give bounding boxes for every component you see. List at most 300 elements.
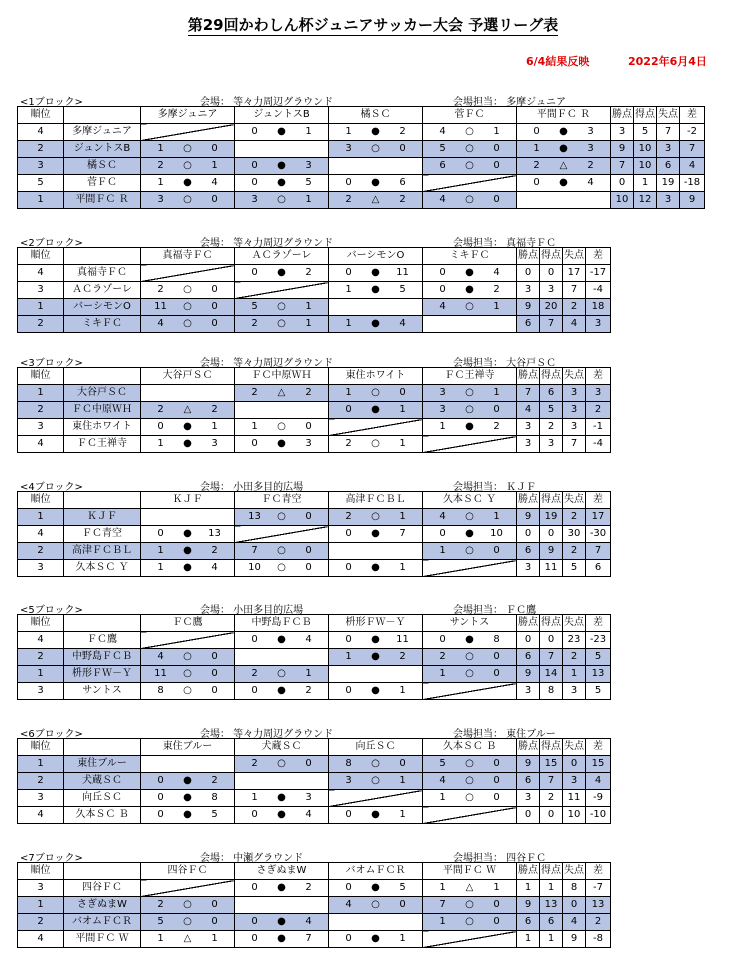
score-against: 1 (493, 301, 500, 312)
goals-against-cell: 4 (563, 914, 586, 931)
result-mark: ○ (183, 194, 192, 205)
score-for: 4 (439, 301, 446, 312)
title-text: 第29回かわしん杯ジュニアサッカー大会 予選リーグ表 (187, 16, 559, 34)
score-for: 0 (345, 404, 352, 415)
score-for: 0 (157, 775, 164, 786)
self-match-cell (235, 141, 329, 158)
venue-info: 会場： 等々力周辺グラウンド (200, 97, 334, 108)
score-against: 1 (305, 301, 312, 312)
wins-header: 勝点 (517, 863, 540, 880)
score-for: 4 (439, 194, 446, 205)
goals-against-cell: 7 (563, 282, 586, 299)
result (329, 683, 422, 699)
score-for: 5 (251, 301, 258, 312)
score-for: 0 (157, 809, 164, 820)
score-against: 0 (211, 916, 218, 927)
score-for: 2 (251, 668, 258, 679)
diff-cell: -30 (586, 526, 611, 543)
block-header (17, 233, 611, 247)
score-for: 0 (439, 528, 446, 539)
result-cell (235, 880, 329, 897)
team-name: ＡＣラゾーレ (64, 282, 141, 299)
wins-cell: 1 (517, 931, 540, 948)
result (423, 756, 516, 772)
goals-against-header: 失点 (563, 368, 586, 385)
result-mark: ● (277, 916, 286, 927)
result (141, 158, 234, 174)
result-mark: ○ (465, 143, 474, 154)
result (329, 192, 422, 208)
table-row (18, 385, 611, 402)
score-against: 1 (399, 809, 406, 820)
result-cell (235, 666, 329, 683)
score-for: 0 (345, 809, 352, 820)
result (517, 158, 610, 174)
wins-cell: 3 (611, 124, 634, 141)
result (329, 931, 422, 947)
result (329, 880, 422, 896)
score-for: 1 (533, 143, 540, 154)
team-header (64, 615, 141, 632)
self-match-cell (141, 509, 235, 526)
score-against: 7 (399, 528, 406, 539)
result (235, 756, 328, 772)
score-against: 4 (493, 267, 500, 278)
score-against: 0 (493, 404, 500, 415)
score-against: 5 (399, 284, 406, 295)
result-mark: ● (371, 126, 380, 137)
rank-cell: 4 (18, 526, 64, 543)
result (329, 175, 422, 191)
score-against: 2 (493, 421, 500, 432)
table-row (18, 880, 611, 897)
wins-cell: 0 (517, 265, 540, 282)
goals-for-cell: 10 (634, 158, 657, 175)
result-mark: △ (465, 882, 474, 893)
goals-for-cell: 0 (540, 526, 563, 543)
opponent-header: 東住ブルー (141, 739, 235, 756)
score-for: 5 (439, 758, 446, 769)
result-mark: ○ (183, 160, 192, 171)
result-mark: ● (371, 318, 380, 329)
result-cell (141, 192, 235, 209)
score-for: 2 (157, 160, 164, 171)
score-against: 0 (211, 318, 218, 329)
wins-cell: 7 (517, 385, 540, 402)
result-mark: ● (371, 562, 380, 573)
block-name: <5ブロック> (20, 605, 83, 616)
team-name: 真福寺ＦＣ (64, 265, 141, 282)
score-against: 1 (305, 194, 312, 205)
table-row (18, 265, 611, 282)
score-against: 5 (399, 882, 406, 893)
score-for: 0 (345, 882, 352, 893)
score-against: 4 (211, 562, 218, 573)
result (329, 402, 422, 418)
result-mark: ● (559, 143, 568, 154)
table-row (18, 666, 611, 683)
goals-for-header: 得点 (634, 107, 657, 124)
result-cell (517, 141, 611, 158)
result-cell (141, 897, 235, 914)
result-cell (141, 560, 235, 577)
score-against: 8 (493, 634, 500, 645)
result (141, 666, 234, 682)
opponent-header: 久本ＳＣ Ｙ (423, 492, 517, 509)
goals-against-cell: 11 (563, 790, 586, 807)
result-cell (141, 419, 235, 436)
result (141, 419, 234, 435)
score-for: 1 (439, 421, 446, 432)
result-mark: ● (183, 562, 192, 573)
wins-cell: 3 (517, 683, 540, 700)
result-cell (141, 807, 235, 824)
team-name: 犬蔵ＳＣ (64, 773, 141, 790)
result (329, 807, 422, 823)
goals-against-cell: 4 (563, 316, 586, 333)
goals-for-cell: 9 (540, 543, 563, 560)
score-against: 1 (211, 421, 218, 432)
rank-cell: 2 (18, 773, 64, 790)
result-cell (235, 560, 329, 577)
score-for: 0 (251, 438, 258, 449)
host-info: 会場担当： ＫＪＦ (453, 482, 537, 493)
result (423, 282, 516, 298)
diff-cell: -17 (586, 265, 611, 282)
result-cell (141, 543, 235, 560)
goals-against-header: 失点 (563, 248, 586, 265)
goals-against-cell: 19 (657, 175, 680, 192)
score-against: 0 (493, 792, 500, 803)
page-title (0, 14, 746, 35)
result (141, 807, 234, 823)
goals-for-cell: 0 (540, 265, 563, 282)
score-for: 0 (439, 284, 446, 295)
diff-header: 差 (586, 615, 611, 632)
goals-for-cell: 2 (540, 790, 563, 807)
result-cell (329, 385, 423, 402)
rank-cell: 4 (18, 931, 64, 948)
result-cell (329, 192, 423, 209)
result-cell (423, 192, 517, 209)
result-cell (235, 543, 329, 560)
result-mark: ● (277, 685, 286, 696)
table-row (18, 543, 611, 560)
rank-cell: 3 (18, 560, 64, 577)
table-row (18, 632, 611, 649)
score-for: 1 (157, 562, 164, 573)
host-info: 会場担当： 東住ブルー (453, 729, 556, 740)
result-mark: ○ (183, 301, 192, 312)
diff-cell: -9 (586, 790, 611, 807)
wins-cell: 9 (517, 897, 540, 914)
score-for: 4 (345, 899, 352, 910)
score-for: 1 (251, 421, 258, 432)
team-name: 向丘ＳＣ (64, 790, 141, 807)
rank-cell: 3 (18, 790, 64, 807)
score-for: 1 (439, 668, 446, 679)
result-cell (423, 543, 517, 560)
score-for: 1 (157, 438, 164, 449)
rank-header: 順位 (18, 863, 64, 880)
table-row (18, 419, 611, 436)
result-cell (235, 316, 329, 333)
goals-for-cell: 7 (540, 316, 563, 333)
self-match-cell (329, 299, 423, 316)
score-against: 1 (399, 404, 406, 415)
goals-for-cell: 13 (540, 897, 563, 914)
rank-header: 順位 (18, 107, 64, 124)
team-name: ＦＣ王禅寺 (64, 436, 141, 453)
self-match-cell (235, 897, 329, 914)
result-cell (517, 158, 611, 175)
team-name: さぎぬまW (64, 897, 141, 914)
result-cell (423, 649, 517, 666)
score-against: 6 (399, 177, 406, 188)
goals-for-cell: 12 (634, 192, 657, 209)
league-table (17, 738, 611, 824)
score-against: 8 (211, 792, 218, 803)
score-against: 13 (208, 528, 221, 539)
team-name: 久本ＳＣ Ｙ (64, 560, 141, 577)
result (329, 632, 422, 648)
result (329, 773, 422, 789)
score-for: 0 (251, 933, 258, 944)
score-against: 2 (399, 194, 406, 205)
result-cell (329, 649, 423, 666)
result-mark: ○ (183, 916, 192, 927)
wins-cell: 3 (517, 790, 540, 807)
self-match-cell (423, 316, 517, 333)
wins-cell: 4 (517, 402, 540, 419)
table-row (18, 773, 611, 790)
result (235, 509, 328, 525)
score-against: 11 (396, 267, 409, 278)
score-against: 0 (493, 899, 500, 910)
result (141, 436, 234, 452)
result-mark: ○ (277, 318, 286, 329)
goals-for-cell: 14 (540, 666, 563, 683)
score-against: 0 (211, 301, 218, 312)
score-for: 3 (439, 404, 446, 415)
score-for: 0 (157, 528, 164, 539)
opponent-header: 多摩ジュニア (141, 107, 235, 124)
score-against: 1 (399, 933, 406, 944)
result-mark: ● (465, 284, 474, 295)
goals-for-cell: 6 (540, 385, 563, 402)
rank-cell: 4 (18, 632, 64, 649)
result (235, 807, 328, 823)
wins-header: 勝点 (517, 248, 540, 265)
score-against: 1 (305, 668, 312, 679)
score-for: 3 (439, 387, 446, 398)
result (235, 299, 328, 315)
result-mark: ○ (277, 421, 286, 432)
result-cell (329, 807, 423, 824)
score-for: 3 (251, 194, 258, 205)
result-cell (235, 192, 329, 209)
goals-against-cell: 17 (563, 265, 586, 282)
score-against: 0 (399, 899, 406, 910)
header-row (18, 248, 611, 265)
goals-against-header: 失点 (563, 615, 586, 632)
goals-for-cell: 1 (634, 175, 657, 192)
result-mark: ● (559, 177, 568, 188)
result (423, 158, 516, 174)
goals-against-cell: 2 (563, 299, 586, 316)
venue-info: 会場： 等々力周辺グラウンド (200, 238, 334, 249)
self-match-cell (141, 124, 235, 141)
table-row (18, 141, 705, 158)
diff-cell: 6 (586, 560, 611, 577)
self-match-cell (235, 526, 329, 543)
result-cell (329, 931, 423, 948)
rank-cell: 4 (18, 436, 64, 453)
score-against: 2 (305, 267, 312, 278)
score-against: 10 (490, 528, 503, 539)
goals-for-cell: 0 (540, 632, 563, 649)
wins-cell: 9 (517, 666, 540, 683)
goals-against-cell: 7 (563, 436, 586, 453)
wins-cell: 9 (517, 509, 540, 526)
table-row (18, 526, 611, 543)
league-table (17, 862, 611, 948)
score-against: 2 (399, 126, 406, 137)
result-cell (329, 683, 423, 700)
goals-against-cell: 3 (657, 141, 680, 158)
result-mark: ○ (465, 775, 474, 786)
score-for: 2 (157, 284, 164, 295)
goals-against-cell: 7 (657, 124, 680, 141)
block-4 (17, 477, 611, 577)
table-row (18, 683, 611, 700)
result-mark: ● (183, 177, 192, 188)
result-mark: ● (277, 933, 286, 944)
result-cell (329, 880, 423, 897)
wins-header: 勝点 (517, 739, 540, 756)
diff-header: 差 (586, 863, 611, 880)
goals-for-cell: 2 (540, 419, 563, 436)
header-row (18, 739, 611, 756)
result-cell (423, 666, 517, 683)
diff-cell: 13 (586, 897, 611, 914)
result (141, 402, 234, 418)
score-for: 0 (251, 634, 258, 645)
rank-cell: 1 (18, 897, 64, 914)
self-match-cell (423, 683, 517, 700)
score-for: 5 (157, 916, 164, 927)
goals-for-cell: 15 (540, 756, 563, 773)
score-against: 1 (399, 685, 406, 696)
opponent-header: サントス (423, 615, 517, 632)
result (423, 897, 516, 913)
league-table (17, 106, 705, 209)
result-cell (423, 265, 517, 282)
table-row (18, 282, 611, 299)
wins-cell: 10 (611, 192, 634, 209)
result-mark: ● (465, 267, 474, 278)
goals-against-cell: 6 (657, 158, 680, 175)
result (423, 649, 516, 665)
score-for: 1 (157, 545, 164, 556)
self-match-cell (235, 402, 329, 419)
score-against: 0 (493, 160, 500, 171)
score-against: 0 (493, 775, 500, 786)
result (423, 265, 516, 281)
result-cell (423, 632, 517, 649)
score-for: 1 (157, 177, 164, 188)
date: 2022年6月4日 (628, 55, 707, 68)
result (329, 756, 422, 772)
result-mark: ○ (371, 511, 380, 522)
result-cell (423, 141, 517, 158)
result-cell (423, 880, 517, 897)
result-mark: ● (371, 809, 380, 820)
score-against: 3 (305, 792, 312, 803)
rank-cell: 4 (18, 807, 64, 824)
result-cell (141, 282, 235, 299)
result (141, 543, 234, 559)
result-cell (423, 914, 517, 931)
score-for: 1 (345, 651, 352, 662)
table-row (18, 897, 611, 914)
goals-against-cell: 3 (563, 773, 586, 790)
result-mark: ○ (371, 438, 380, 449)
result-cell (329, 124, 423, 141)
table-row (18, 158, 705, 175)
block-header (17, 724, 611, 738)
wins-cell: 3 (517, 419, 540, 436)
self-match-cell (141, 385, 235, 402)
result-cell (423, 509, 517, 526)
score-for: 0 (345, 562, 352, 573)
diff-cell: -7 (586, 880, 611, 897)
goals-against-cell: 5 (563, 560, 586, 577)
score-against: 0 (493, 143, 500, 154)
score-for: 8 (345, 758, 352, 769)
result-cell (235, 931, 329, 948)
team-name: 東住ブルー (64, 756, 141, 773)
result-cell (235, 299, 329, 316)
score-against: 11 (396, 634, 409, 645)
diff-cell: 9 (680, 192, 705, 209)
score-against: 1 (399, 562, 406, 573)
result-cell (235, 632, 329, 649)
opponent-header: 真福寺ＦＣ (141, 248, 235, 265)
header-row (18, 107, 705, 124)
result (235, 543, 328, 559)
goals-against-cell: 10 (563, 807, 586, 824)
score-for: 10 (248, 562, 261, 573)
score-against: 2 (587, 160, 594, 171)
score-for: 1 (345, 284, 352, 295)
score-against: 0 (305, 562, 312, 573)
score-for: 2 (345, 194, 352, 205)
rank-header: 順位 (18, 739, 64, 756)
score-against: 2 (305, 387, 312, 398)
result-mark: ● (277, 126, 286, 137)
result-cell (235, 509, 329, 526)
result-cell (141, 175, 235, 192)
result-cell (141, 526, 235, 543)
result-mark: ○ (277, 545, 286, 556)
score-against: 0 (211, 194, 218, 205)
result-cell (235, 914, 329, 931)
self-match-cell (235, 282, 329, 299)
result-mark: ○ (465, 194, 474, 205)
result-cell (329, 560, 423, 577)
table-row (18, 124, 705, 141)
